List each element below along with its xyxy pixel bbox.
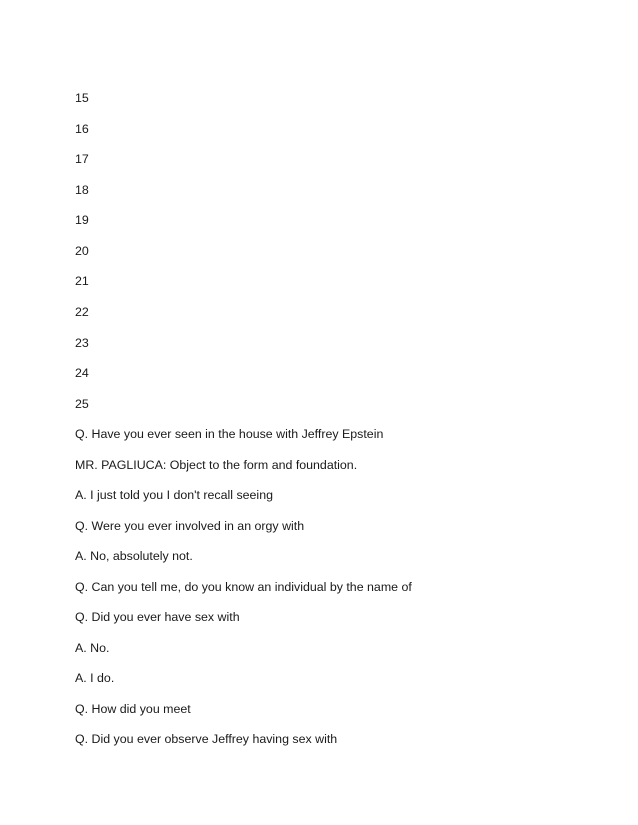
transcript-line-question-sex: Q. Did you ever have sex with xyxy=(75,610,240,624)
line-number-21: 21 xyxy=(75,274,89,288)
line-number-20: 20 xyxy=(75,244,89,258)
transcript-line-answer-absolutely-not: A. No, absolutely not. xyxy=(75,549,193,563)
line-number-18: 18 xyxy=(75,183,89,197)
line-number-17: 17 xyxy=(75,152,89,166)
transcript-line-question-observe: Q. Did you ever observe Jeffrey having sex with xyxy=(75,732,338,746)
line-number-19: 19 xyxy=(75,213,89,227)
transcript-line-question-orgy: Q. Were you ever involved in an orgy with xyxy=(75,519,305,533)
transcript-line-question-how-meet: Q. How did you meet xyxy=(75,702,191,716)
line-number-16: 16 xyxy=(75,122,89,136)
transcript-line-question-seen-in-house: Q. Have you ever seen in the house with Jeffrey Epstein xyxy=(75,427,384,441)
transcript-line-question-know-individual: Q. Can you tell me, do you know an individual by the name of xyxy=(75,580,412,594)
line-number-22: 22 xyxy=(75,305,89,319)
transcript-line-answer-dont-recall: A. I just told you I don't recall seeing xyxy=(75,488,273,502)
line-number-15: 15 xyxy=(75,91,89,105)
line-number-24: 24 xyxy=(75,366,89,380)
transcript-line-objection: MR. PAGLIUCA: Object to the form and foundation. xyxy=(75,458,358,472)
transcript-line-answer-no: A. No. xyxy=(75,641,110,655)
line-number-23: 23 xyxy=(75,336,89,350)
line-number-25: 25 xyxy=(75,397,89,411)
transcript-line-answer-i-do: A. I do. xyxy=(75,671,115,685)
